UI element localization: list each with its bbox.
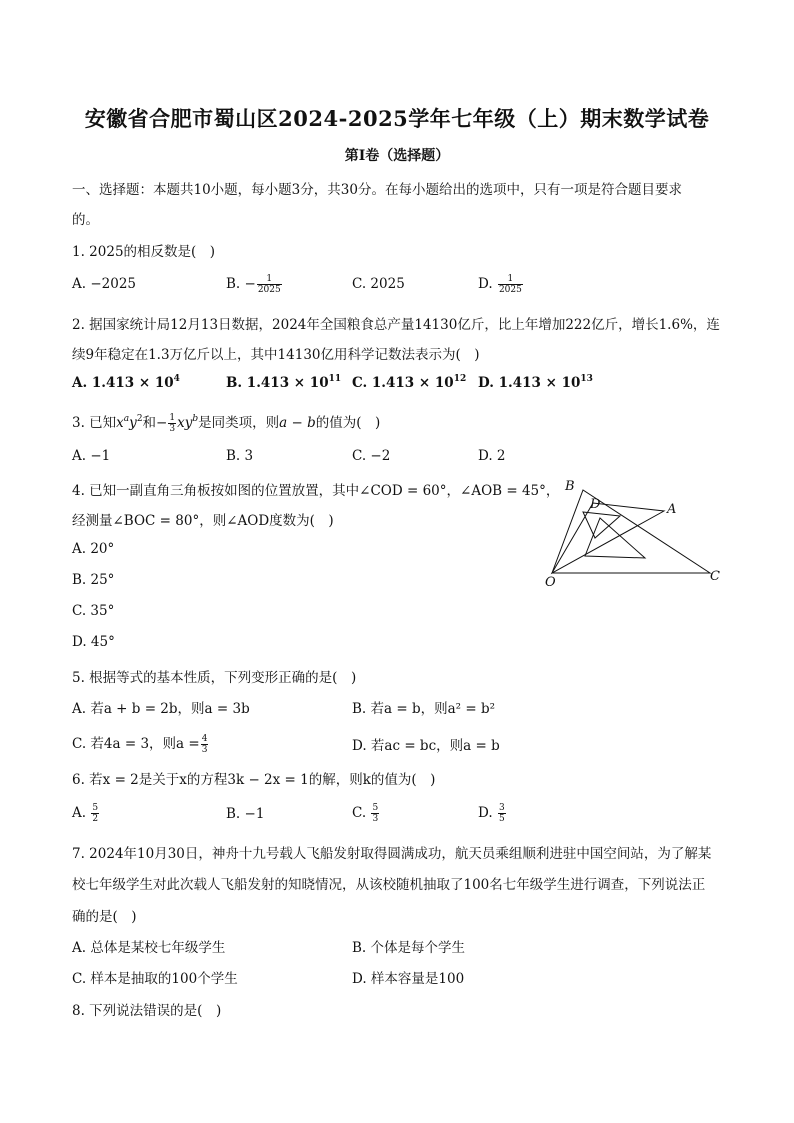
q1-option-b: B. − $\frac{1}{2025}$ (226, 274, 281, 295)
q2-line2: 续9年稳定在1.3万亿斤以上，其中14130亿用科学记数法表示为( ) (72, 347, 480, 363)
triangle-boc (552, 490, 710, 573)
q7-option-c: C. 样本是抽取的100个学生 (72, 971, 238, 987)
q7-line3: 确的是( ) (72, 909, 137, 925)
q2-option-a: A. $1.413 \times 10^4$ (72, 374, 180, 391)
q7-option-b: B. 个体是每个学生 (352, 940, 466, 956)
q4-option-b: B. 25° (72, 572, 115, 588)
q5-option-b: B. 若a = b，则a² = b² (352, 701, 495, 717)
q4-line1: 4. 已知一副直角三角板按如图的位置放置，其中∠COD = 60°，∠AOB = 45°， (72, 483, 560, 499)
label-b: B (565, 479, 575, 494)
q2-option-d: D. $1.413 \times 10^{13}$ (478, 374, 593, 391)
q4-option-d: D. 45° (72, 634, 115, 650)
triangle-figure (540, 478, 730, 593)
label-a: A (667, 502, 677, 517)
section-intro-line1: 一、选择题：本题共10小题，每小题3分，共30分。在每小题给出的选项中，只有一项是符合题目要求 (72, 182, 682, 198)
q6-stem: 6. 若x = 2是关于x的方程3k − 2x = 1的解，则k的值为( ) (72, 772, 436, 788)
q3-option-c: C. −2 (352, 448, 391, 464)
q6-option-d: D. $\frac{3}{5}$ (478, 803, 505, 824)
inner-triangle-1 (583, 512, 620, 538)
q3-stem: 3. 已知$x^ay^2$和− $\frac{1}{3}$ $xy^b$是同类项，则a − b的值为( ) (72, 413, 381, 434)
page-title: 安徽省合肥市蜀山区2024-2025学年七年级（上）期末数学试卷 (84, 106, 710, 131)
q1-option-c: C. 2025 (352, 276, 405, 292)
q1-option-d: D. $\frac{1}{2025}$ (478, 274, 522, 295)
q3-option-d: D. 2 (478, 448, 506, 464)
q4-line2: 经测量∠BOC = 80°，则∠AOD度数为( ) (72, 513, 334, 529)
q2-option-c: C. $1.413 \times 10^{12}$ (352, 374, 467, 391)
q2-line1: 2. 据国家统计局12月13日数据，2024年全国粮食总产量14130亿斤，比上年增加222亿斤，增长1.6%，连 (72, 317, 720, 333)
q3-option-b: B. 3 (226, 448, 254, 464)
q2-option-b: B. $1.413 \times 10^{11}$ (226, 374, 342, 391)
q5-stem: 5. 根据等式的基本性质，下列变形正确的是( ) (72, 670, 357, 686)
q1-option-a: A. −2025 (72, 276, 136, 292)
q5-option-c: C. 若4a = 3，则a = $\frac{4}{3}$ (72, 734, 208, 755)
q8-stem: 8. 下列说法错误的是( ) (72, 1003, 222, 1019)
q6-option-c: C. $\frac{5}{3}$ (352, 803, 379, 824)
q6-option-b: B. −1 (226, 806, 265, 822)
q3-option-a: A. −1 (72, 448, 111, 464)
q7-line1: 7. 2024年10月30日，神舟十九号载人飞船发射取得圆满成功，航天员乘组顺利进驻中国空间站，为了解某 (72, 846, 712, 862)
label-o: O (545, 575, 556, 590)
label-c: C (710, 569, 720, 584)
label-d: D (590, 497, 601, 512)
q5-option-a: A. 若a + b = 2b，则a = 3b (72, 701, 250, 717)
q6-option-a: A. $\frac{5}{2}$ (72, 803, 99, 824)
section-intro-line2: 的。 (72, 212, 99, 228)
q5-option-d: D. 若ac = bc，则a = b (352, 738, 500, 754)
section-subtitle: 第I卷（选择题） (344, 148, 450, 164)
q1-stem: 1. 2025的相反数是( ) (72, 244, 216, 260)
triangle-oda (552, 503, 664, 573)
q4-option-a: A. 20° (72, 541, 115, 557)
q7-option-d: D. 样本容量是100 (352, 971, 465, 987)
q4-option-c: C. 35° (72, 603, 115, 619)
q7-line2: 校七年级学生对此次载人飞船发射的知晓情况，从该校随机抽取了100名七年级学生进行调查，下列说法正 (72, 877, 706, 893)
q7-option-a: A. 总体是某校七年级学生 (72, 940, 226, 956)
